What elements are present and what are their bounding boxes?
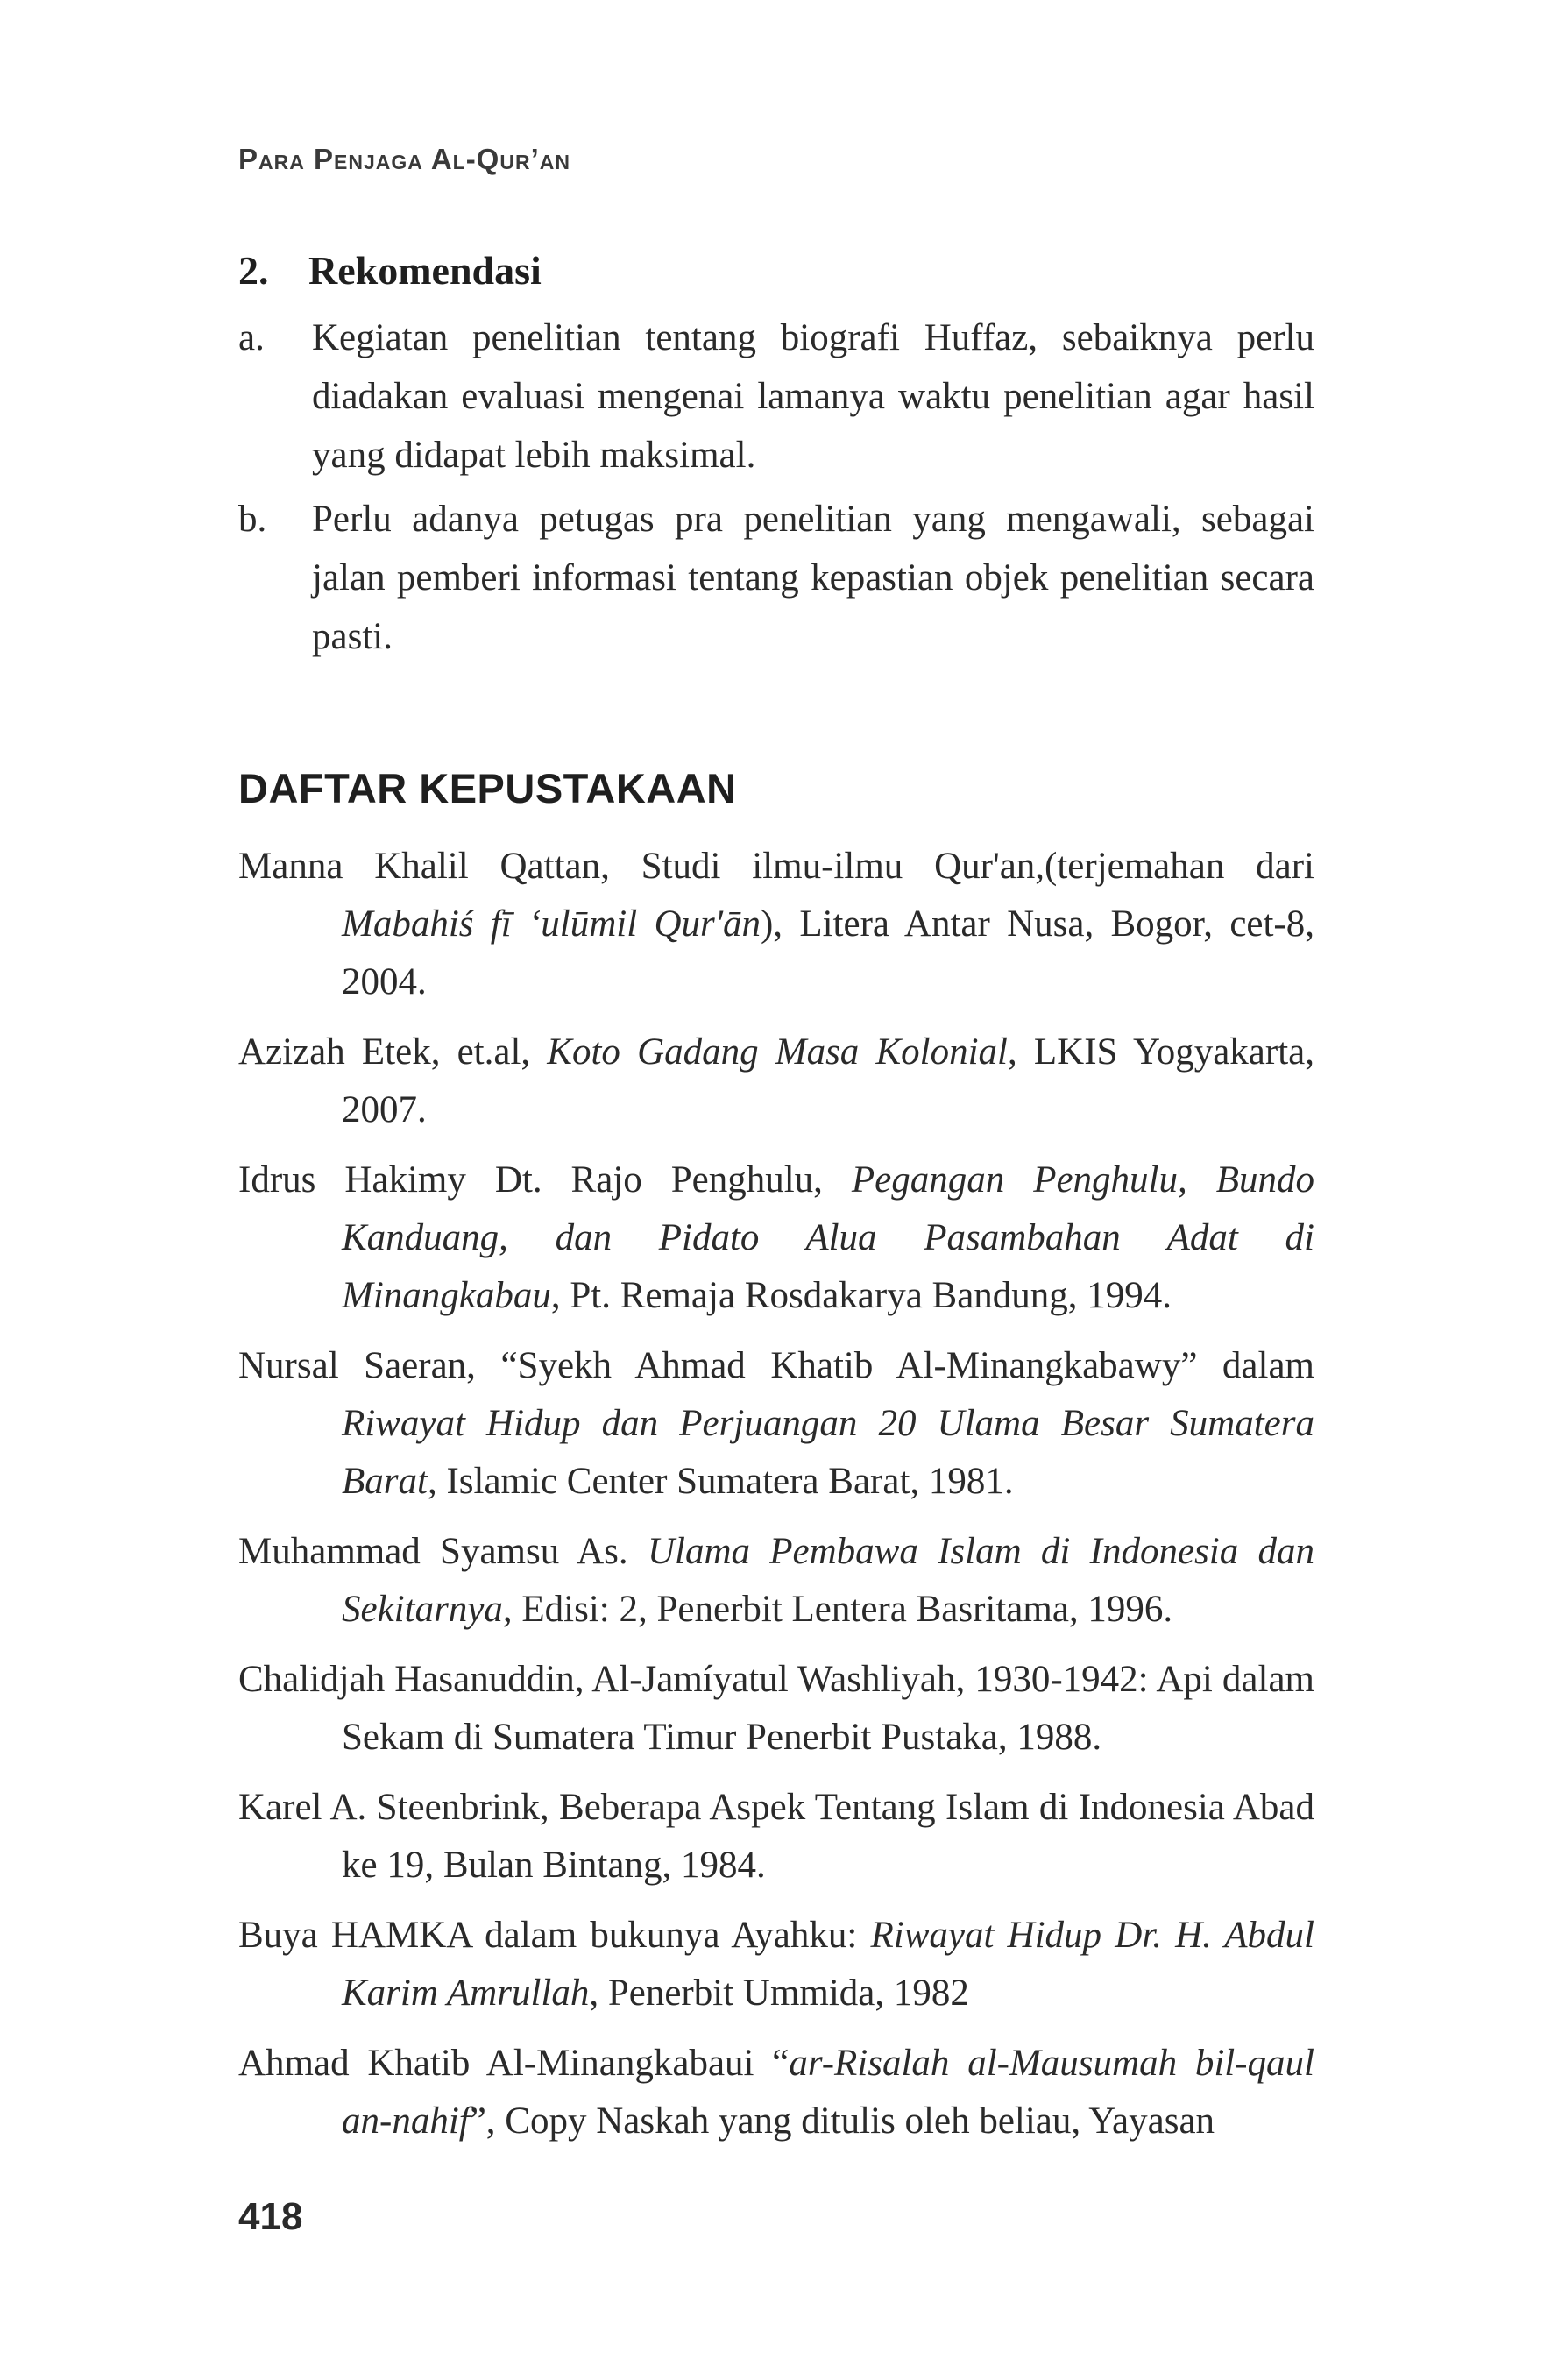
entry-title: Riwayat Hidup Dr. H. Abdul Karim Amrullah <box>342 1915 1314 2014</box>
entry-publisher-part: , Islamic Center Sumatera Barat, 1981. <box>427 1461 1014 1502</box>
entry-author-part: Idrus Hakimy Dt. Rajo Penghulu, <box>238 1159 852 1201</box>
entry-title: Pegangan Penghulu, Bundo Kanduang, dan Pidato Alua Pasambahan Adat di Minangkabau <box>342 1159 1314 1316</box>
recommendation-text: Kegiatan penelitian tentang biografi Huffaz, sebaiknya perlu diadakan evaluasi mengenai lamanya waktu penelitian agar hasil yang didapat lebih maksimal. <box>312 317 1314 476</box>
bibliography-entry <box>238 838 1314 1011</box>
bibliography-heading: DAFTAR KEPUSTAKAAN <box>238 765 737 811</box>
recommendation-text: Perlu adanya petugas pra penelitian yang mengawali, sebagai jalan pemberi informasi tentang kepastian objek penelitian secara pasti. <box>312 499 1314 657</box>
recommendation-heading <box>238 247 542 294</box>
entry-publisher-part: , Penerbit Ummida, 1982 <box>589 1973 969 2014</box>
recommendation-list <box>238 308 1314 671</box>
bibliography-entry <box>238 1024 1314 1139</box>
entry-publisher-part: , LKIS Yogyakarta, 2007. <box>342 1031 1314 1130</box>
entry-publisher-part: ), Litera Antar Nusa, Bogor, cet-8, 2004. <box>342 903 1315 1002</box>
entry-publisher-part: , Edisi: 2, Penerbit Lentera Basritama, 1996. <box>502 1589 1173 1630</box>
entry-title: Mabahiś fī ‘ulūmil Qur'ān <box>342 903 761 945</box>
entry-author-part: Buya HAMKA dalam bukunya Ayahku: <box>238 1915 871 1956</box>
entry-publisher-part: ”, Copy Naskah yang ditulis oleh beliau, Yayasan <box>469 2100 1215 2142</box>
entry-title: ar-Risalah al-Mausumah bil-qaul an-nahif <box>342 2043 1314 2142</box>
section-title: Rekomendasi <box>308 248 542 293</box>
entry-author-part: Karel A. Steenbrink, Beberapa Aspek Tentang Islam di Indonesia Abad ke 19, Bulan Bintang, 1984. <box>238 1787 1314 1886</box>
entry-author-part: Azizah Etek, et.al, <box>238 1031 548 1073</box>
recommendation-item <box>238 308 1314 485</box>
bibliography-entry <box>238 1779 1314 1895</box>
entry-author-part: Muhammad Syamsu As. <box>238 1531 648 1572</box>
bibliography-entry <box>238 1651 1314 1767</box>
bibliography-entry <box>238 1523 1314 1639</box>
list-marker: a. <box>238 317 265 358</box>
section-number: 2. <box>238 248 269 293</box>
entry-author-part: Ahmad Khatib Al-Minangkabaui “ <box>238 2043 790 2084</box>
recommendation-item <box>238 490 1314 666</box>
bibliography-entry <box>238 2035 1314 2150</box>
entry-author-part: Chalidjah Hasanuddin, Al-Jamíyatul Washliyah, 1930-1942: Api dalam Sekam di Sumatera Timur Penerbit Pustaka, 1988. <box>238 1659 1314 1758</box>
page-number: 418 <box>238 2195 303 2238</box>
bibliography-entry <box>238 1907 1314 2022</box>
entry-publisher-part: , Pt. Remaja Rosdakarya Bandung, 1994. <box>550 1275 1172 1316</box>
entry-title: Koto Gadang Masa Kolonial <box>547 1031 1008 1073</box>
entry-title: Ulama Pembawa Islam di Indonesia dan Sekitarnya <box>342 1531 1314 1630</box>
entry-author-part: Manna Khalil Qattan, Studi ilmu-ilmu Qur'an,(terjemahan dari <box>238 846 1314 887</box>
entry-author-part: Nursal Saeran, “Syekh Ahmad Khatib Al-Minangkabawy” dalam <box>238 1345 1314 1386</box>
entry-title: Riwayat Hidup dan Perjuangan 20 Ulama Besar Sumatera Barat <box>342 1403 1314 1502</box>
bibliography-entry <box>238 1337 1314 1511</box>
list-marker: b. <box>238 499 267 540</box>
bibliography-list <box>238 838 1314 2163</box>
running-header: Para Penjaga Al-Qur’an <box>238 143 570 175</box>
bibliography-entry <box>238 1151 1314 1325</box>
